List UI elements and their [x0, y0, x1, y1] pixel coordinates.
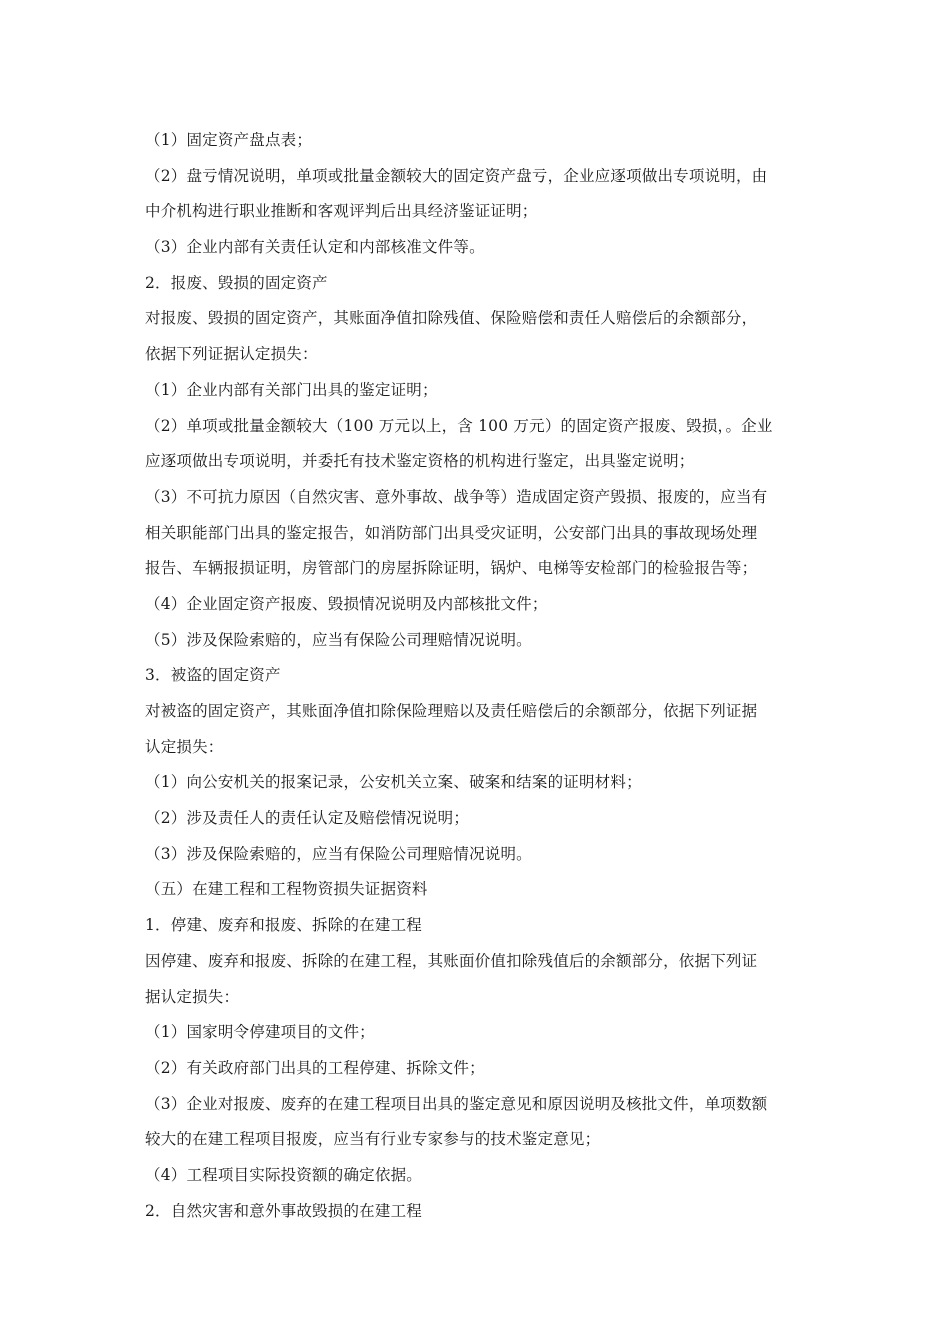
text-line: （1）向公安机关的报案记录，公安机关立案、破案和结案的证明材料；	[145, 773, 642, 792]
text-line: （2）单项或批量金额较大（100 万元以上，含 100 万元）的固定资产报废、毁损，。企业	[145, 416, 773, 435]
text-line: （4）工程项目实际投资额的确定依据。	[145, 1165, 422, 1184]
text-line: （5）涉及保险索赔的，应当有保险公司理赔情况说明。	[145, 630, 532, 649]
text-line: 对报废、毁损的固定资产，其账面净值扣除残值、保险赔偿和责任人赔偿后的余额部分，	[145, 309, 758, 328]
text-line: （3）企业内部有关责任认定和内部核准文件等。	[145, 238, 485, 257]
text-line: 对被盗的固定资产，其账面净值扣除保险理赔以及责任赔偿后的余额部分，依据下列证据	[145, 702, 758, 720]
section-heading: 3．被盗的固定资产	[145, 666, 281, 685]
text-line: 依据下列证据认定损失：	[145, 345, 318, 364]
document-body	[145, 123, 815, 1229]
text-line: （2）涉及责任人的责任认定及赔偿情况说明；	[145, 809, 470, 828]
text-line: （1）企业内部有关部门出具的鉴定证明；	[145, 380, 438, 399]
text-line: 应逐项做出专项说明，并委托有技术鉴定资格的机构进行鉴定，出具鉴定说明；	[145, 452, 695, 471]
text-line: （1）国家明令停建项目的文件；	[145, 1023, 375, 1042]
text-line: （2）盘亏情况说明，单项或批量金额较大的固定资产盘亏，企业应逐项做出专项说明，由	[145, 166, 768, 185]
text-line: （4）企业固定资产报废、毁损情况说明及内部核批文件；	[145, 594, 548, 613]
text-line: 报告、车辆报损证明，房管部门的房屋拆除证明，锅炉、电梯等安检部门的检验报告等；	[145, 559, 758, 578]
text-line: （3）企业对报废、废弃的在建工程项目出具的鉴定意见和原因说明及核批文件，单项数额	[145, 1094, 768, 1113]
text-line: （3）不可抗力原因（自然灾害、意外事故、战争等）造成固定资产毁损、报废的，应当有	[145, 487, 768, 506]
text-line: 据认定损失：	[145, 987, 240, 1006]
section-heading: 2．报废、毁损的固定资产	[145, 273, 328, 292]
text-line: 因停建、废弃和报废、拆除的在建工程，其账面价值扣除残值后的余额部分，依据下列证	[145, 951, 758, 970]
text-line: （1）固定资产盘点表；	[145, 131, 313, 149]
text-line: （3）涉及保险索赔的，应当有保险公司理赔情况说明。	[145, 844, 532, 863]
text-line: 相关职能部门出具的鉴定报告，如消防部门出具受灾证明，公安部门出具的事故现场处理	[145, 523, 758, 542]
section-heading: （五）在建工程和工程物资损失证据资料	[145, 880, 428, 899]
text-line: 较大的在建工程项目报废，应当有行业专家参与的技术鉴定意见；	[145, 1130, 601, 1149]
text-line: （2）有关政府部门出具的工程停建、拆除文件；	[145, 1058, 485, 1077]
section-heading: 1．停建、废弃和报废、拆除的在建工程	[145, 916, 422, 935]
text-line: 中介机构进行职业推断和客观评判后出具经济鉴证证明；	[145, 202, 538, 221]
text-line: 认定损失：	[145, 737, 224, 756]
section-heading: 2．自然灾害和意外事故毁损的在建工程	[145, 1201, 422, 1220]
